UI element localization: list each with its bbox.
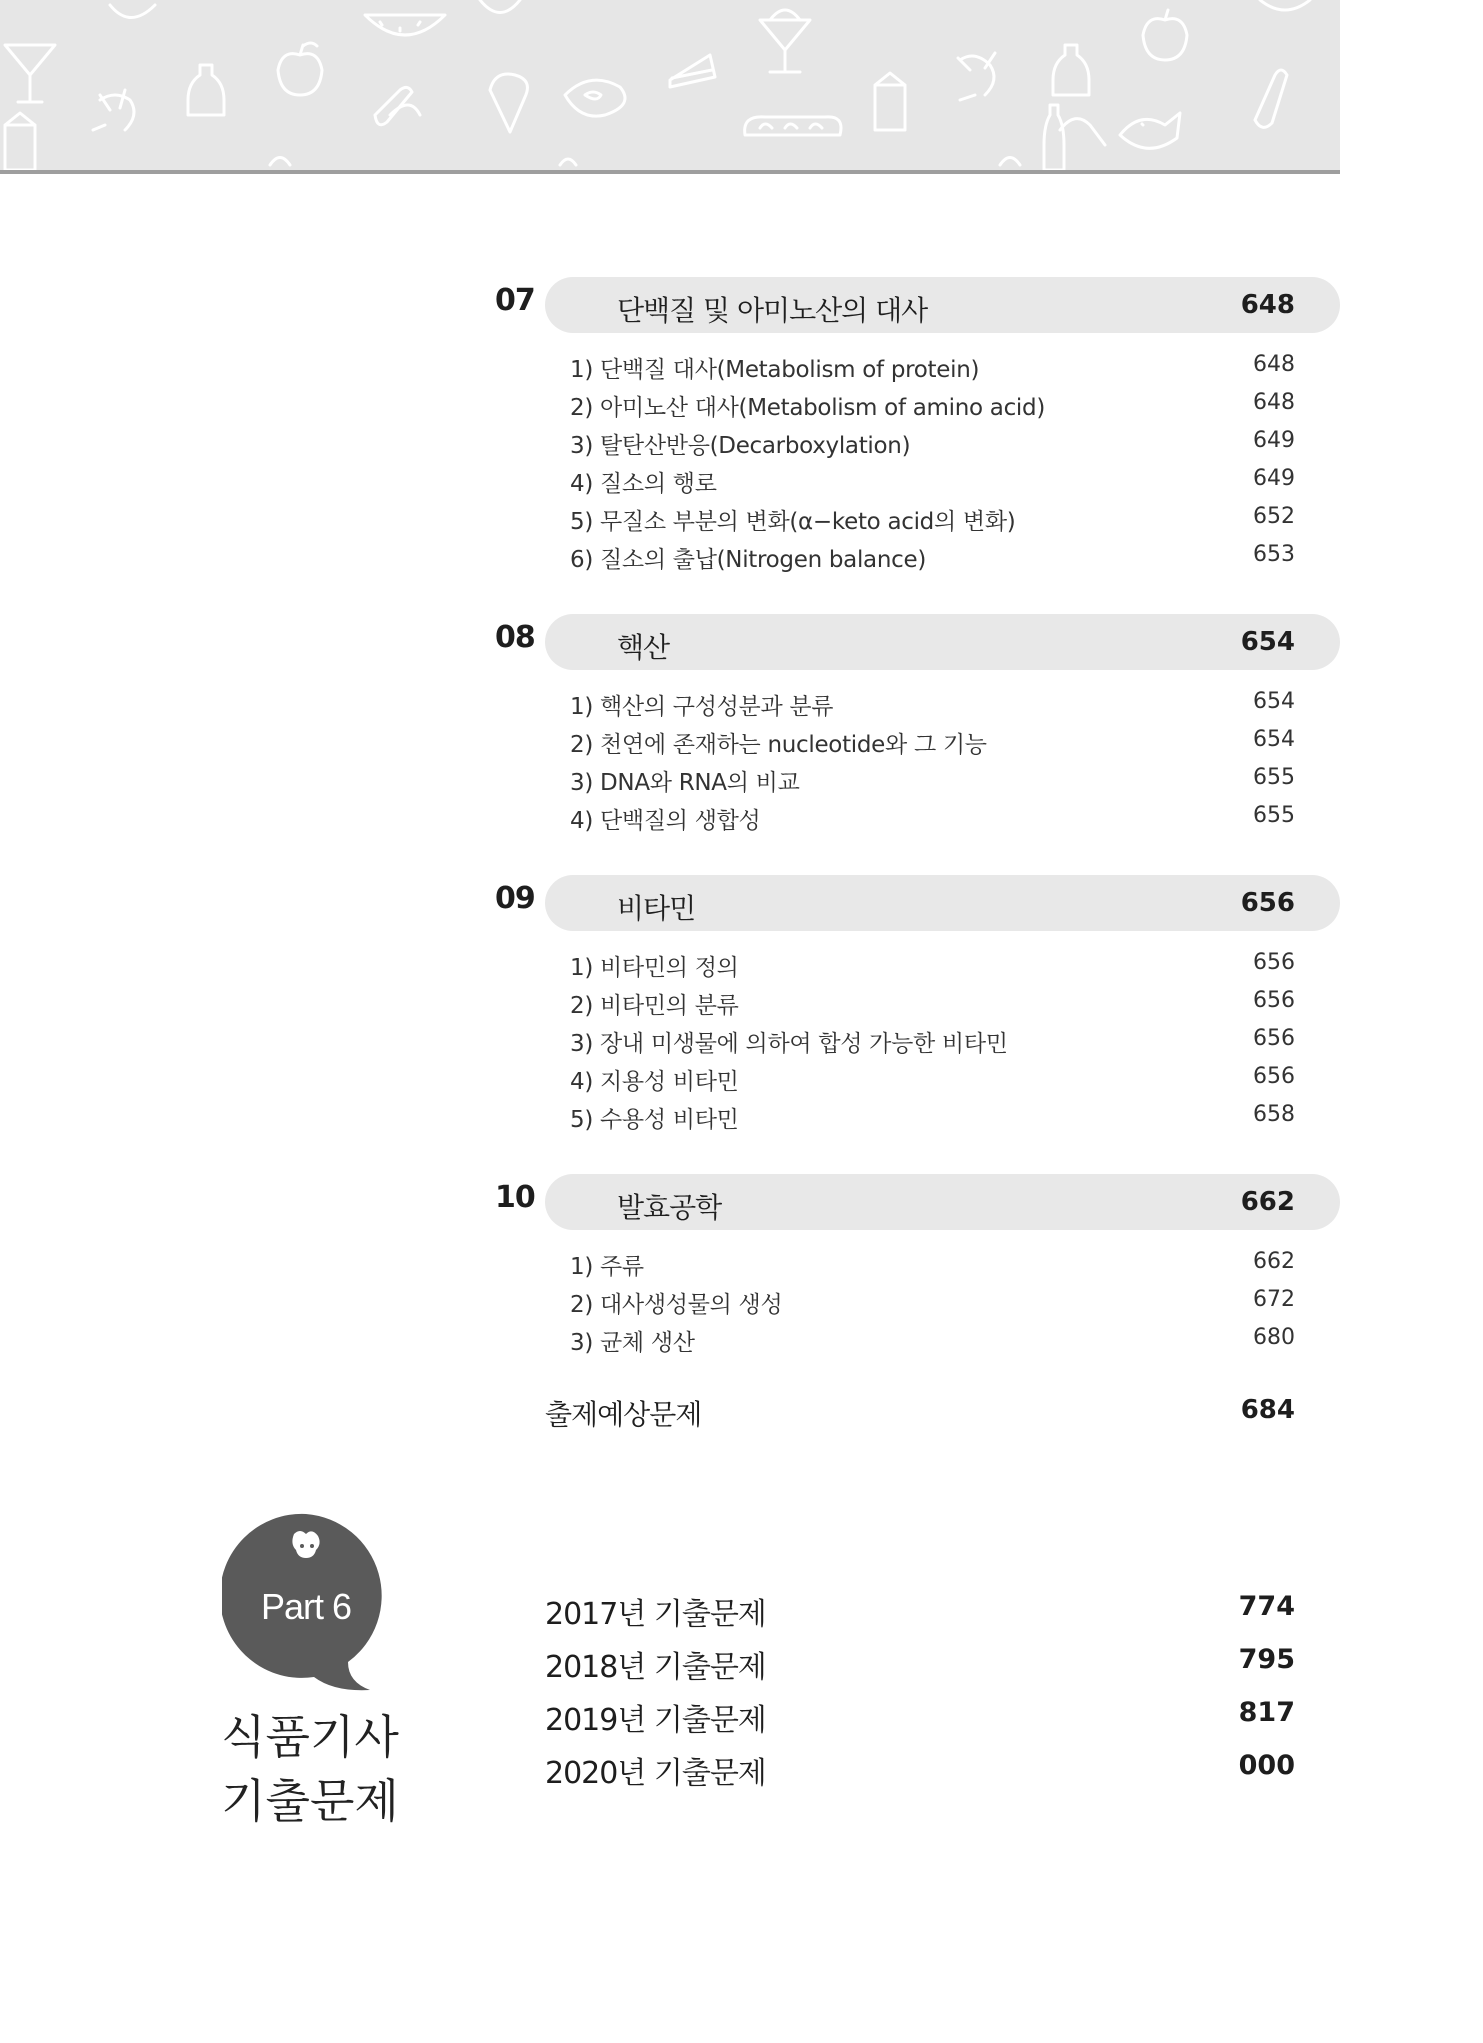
- chapter-number: 09: [495, 881, 535, 916]
- exam-label: 2017년 기출문제: [545, 1597, 766, 1632]
- chapter-number: 08: [495, 620, 535, 655]
- chapter-header: [495, 614, 1340, 670]
- toc-item[interactable]: [495, 945, 1340, 983]
- toc-item[interactable]: [495, 385, 1340, 423]
- exam-entry[interactable]: [545, 1748, 1295, 1792]
- toc-item-page: 662: [1253, 1249, 1295, 1274]
- chapter-title: 발효공학: [617, 1191, 722, 1224]
- toc-item[interactable]: [495, 1059, 1340, 1097]
- chapter-09: [495, 875, 1340, 1135]
- exam-entry[interactable]: [545, 1695, 1295, 1739]
- chapter-10: [495, 1174, 1340, 1358]
- toc-item[interactable]: [495, 1282, 1340, 1320]
- chapter-page: 654: [1240, 627, 1295, 657]
- toc-item[interactable]: [495, 537, 1340, 575]
- food-doodle-pattern-icon: [0, 0, 1340, 170]
- toc-item[interactable]: [495, 798, 1340, 836]
- practice-problems-entry[interactable]: [545, 1393, 1295, 1433]
- exam-label: 2018년 기출문제: [545, 1650, 766, 1685]
- chapter-page: 656: [1240, 888, 1295, 918]
- practice-page: 684: [1240, 1395, 1295, 1425]
- toc-item-label: 6) 질소의 출납(Nitrogen balance): [570, 547, 926, 573]
- toc-item-page: 656: [1253, 950, 1295, 975]
- chapter-number: 07: [495, 283, 535, 318]
- toc-item[interactable]: [495, 499, 1340, 537]
- toc-item-page: 658: [1253, 1102, 1295, 1127]
- chapter-08: [495, 614, 1340, 836]
- toc-item-page: 649: [1253, 466, 1295, 491]
- toc-item-label: 4) 단백질의 생합성: [570, 808, 761, 834]
- toc-item-label: 3) DNA와 RNA의 비교: [570, 770, 800, 796]
- chapter-07: [495, 277, 1340, 575]
- part-title-line-2: 기출문제: [221, 1774, 399, 1828]
- toc-item-page: 648: [1253, 352, 1295, 377]
- toc-item-page: 652: [1253, 504, 1295, 529]
- toc-item-page: 653: [1253, 542, 1295, 567]
- header-divider: [0, 170, 1340, 174]
- toc-item-label: 3) 균체 생산: [570, 1330, 695, 1356]
- toc-item-page: 648: [1253, 390, 1295, 415]
- exam-page: 795: [1238, 1644, 1295, 1675]
- toc-item-label: 2) 대사생성물의 생성: [570, 1292, 783, 1318]
- toc-item[interactable]: [495, 461, 1340, 499]
- exam-page: 000: [1238, 1750, 1295, 1781]
- chapter-header: [495, 875, 1340, 931]
- chapter-number: 10: [495, 1180, 535, 1215]
- toc-item[interactable]: [495, 684, 1340, 722]
- toc-item[interactable]: [495, 1021, 1340, 1059]
- toc-item-label: 1) 핵산의 구성성분과 분류: [570, 694, 834, 720]
- exam-label: 2020년 기출문제: [545, 1756, 766, 1791]
- toc-item-page: 655: [1253, 765, 1295, 790]
- section-list: [495, 1244, 1340, 1358]
- toc-item-label: 1) 비타민의 정의: [570, 955, 739, 981]
- part-badge: [222, 1512, 392, 1697]
- toc-item[interactable]: [495, 1097, 1340, 1135]
- exam-entry[interactable]: [545, 1589, 1295, 1633]
- toc-item-label: 1) 단백질 대사(Metabolism of protein): [570, 357, 980, 383]
- chapter-header: [495, 1174, 1340, 1230]
- toc-item-page: 654: [1253, 689, 1295, 714]
- toc-item-page: 656: [1253, 988, 1295, 1013]
- chapter-title: 비타민: [617, 892, 696, 925]
- toc-item-label: 3) 탈탄산반응(Decarboxylation): [570, 433, 911, 459]
- toc-item-label: 4) 질소의 행로: [570, 471, 717, 497]
- chapter-header: [495, 277, 1340, 333]
- exam-entry[interactable]: [545, 1642, 1295, 1686]
- toc-item-label: 2) 아미노산 대사(Metabolism of amino acid): [570, 395, 1045, 421]
- part-title: [205, 1705, 415, 1833]
- toc-item-label: 1) 주류: [570, 1254, 644, 1280]
- toc-item-page: 649: [1253, 428, 1295, 453]
- toc-item-label: 4) 지용성 비타민: [570, 1069, 739, 1095]
- toc-item[interactable]: [495, 347, 1340, 385]
- toc-item[interactable]: [495, 423, 1340, 461]
- exam-label: 2019년 기출문제: [545, 1703, 766, 1738]
- chapter-title: 단백질 및 아미노산의 대사: [617, 294, 928, 327]
- toc-item-page: 680: [1253, 1325, 1295, 1350]
- section-list: [495, 945, 1340, 1135]
- part-title-line-1: 식품기사: [221, 1710, 399, 1764]
- chapter-page: 648: [1240, 290, 1295, 320]
- chapter-title-pill[interactable]: [545, 875, 1340, 931]
- toc-item[interactable]: [495, 1320, 1340, 1358]
- toc-item[interactable]: [495, 722, 1340, 760]
- practice-label: 출제예상문제: [545, 1398, 702, 1431]
- exam-page: 774: [1238, 1591, 1295, 1622]
- toc-item[interactable]: [495, 1244, 1340, 1282]
- toc-item-page: 655: [1253, 803, 1295, 828]
- chapter-title: 핵산: [617, 631, 670, 664]
- chapter-title-pill[interactable]: [545, 1174, 1340, 1230]
- section-list: [495, 684, 1340, 836]
- toc-item-page: 656: [1253, 1064, 1295, 1089]
- toc-item[interactable]: [495, 983, 1340, 1021]
- toc-item-label: 3) 장내 미생물에 의하여 합성 가능한 비타민: [570, 1031, 1008, 1057]
- toc-item[interactable]: [495, 760, 1340, 798]
- section-list: [495, 347, 1340, 575]
- toc-item-label: 2) 비타민의 분류: [570, 993, 739, 1019]
- toc-item-page: 654: [1253, 727, 1295, 752]
- part-label: Part 6: [260, 1586, 352, 1627]
- chapter-title-pill[interactable]: [545, 277, 1340, 333]
- toc-item-label: 2) 천연에 존재하는 nucleotide와 그 기능: [570, 732, 987, 758]
- toc-item-label: 5) 무질소 부분의 변화(α−keto acid의 변화): [570, 509, 1016, 535]
- toc-item-page: 656: [1253, 1026, 1295, 1051]
- header-banner: [0, 0, 1340, 170]
- exam-page: 817: [1238, 1697, 1295, 1728]
- toc-item-page: 672: [1253, 1287, 1295, 1312]
- chapter-title-pill[interactable]: [545, 614, 1340, 670]
- chapter-page: 662: [1240, 1187, 1295, 1217]
- toc-item-label: 5) 수용성 비타민: [570, 1107, 739, 1133]
